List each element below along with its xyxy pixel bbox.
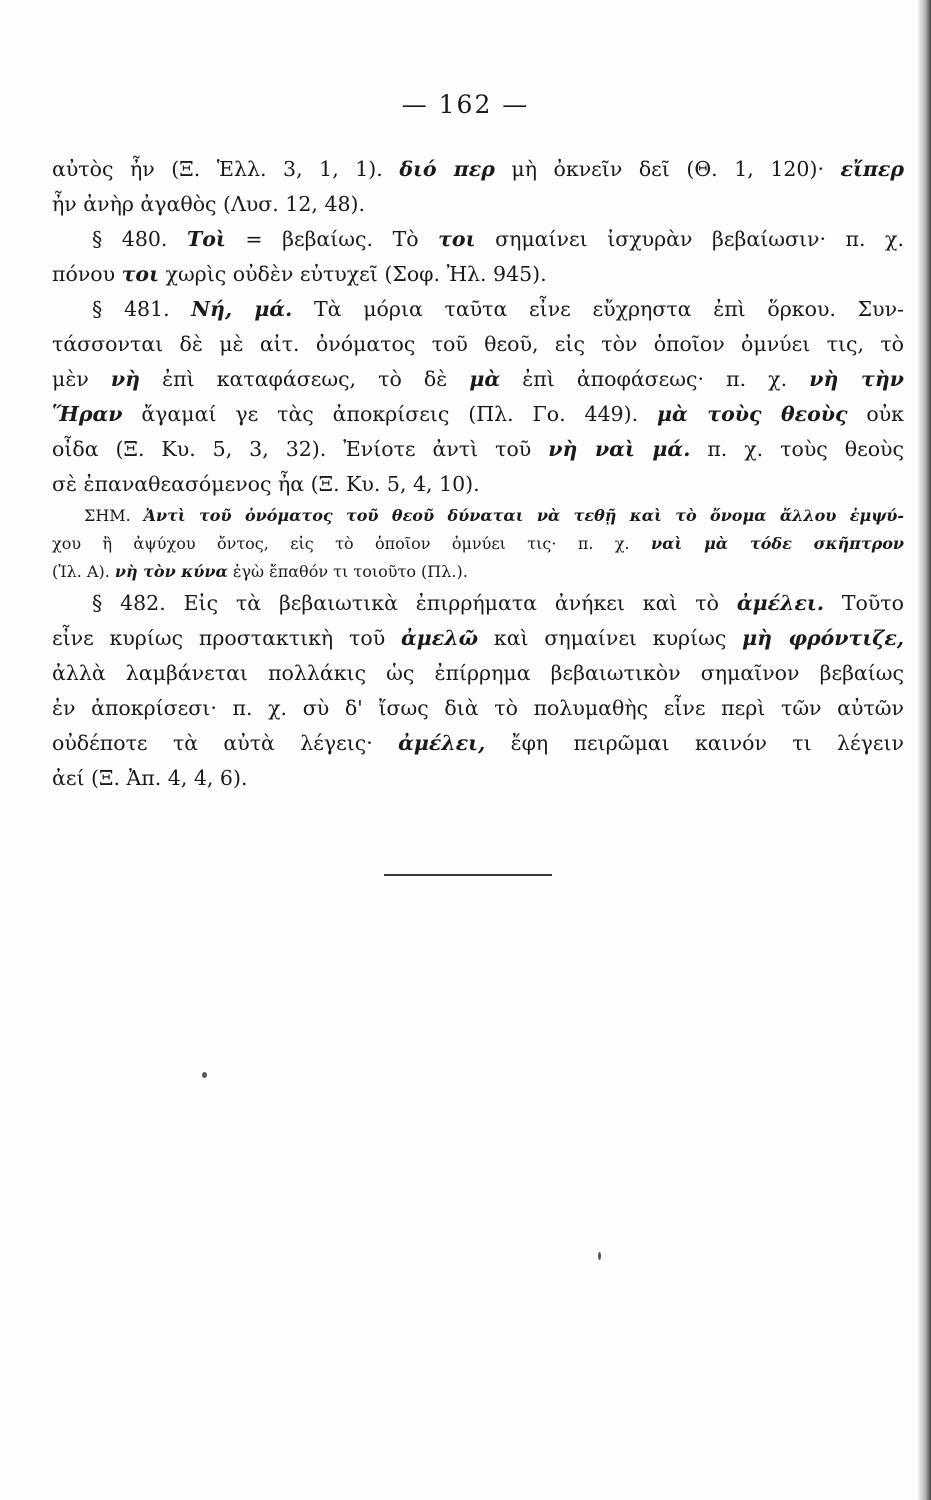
main-text <box>52 152 904 796</box>
bold-term: Τοὶ <box>186 227 226 251</box>
bold-term: νὴ τὸν κύνα <box>114 562 228 581</box>
text-line <box>52 691 904 726</box>
bold-term: νὴ <box>110 367 141 391</box>
bold-term: μὴ φρόντιζε, <box>742 626 904 650</box>
text-run: ἀλλὰ λαμβάνεται πολλάκις ὡς ἐπίρρημα βεβαιωτικὸν σημαῖνον βεβαίως <box>52 661 904 685</box>
text-run: (Ἰλ. Α). <box>52 562 115 581</box>
text-line <box>52 621 904 656</box>
text-line <box>52 432 904 467</box>
text-line <box>52 152 904 187</box>
bold-term: τοι <box>121 262 159 286</box>
bold-term: ἀμέλει, <box>398 731 486 755</box>
ink-speck <box>598 1252 601 1260</box>
bold-term: μὰ <box>469 367 501 391</box>
text-line <box>52 467 904 502</box>
bold-term: νὴ ναὶ μά. <box>548 437 691 461</box>
text-run: οὐδέποτε τὰ αὐτὰ λέγεις· <box>52 731 399 755</box>
text-line <box>52 761 904 796</box>
text-line <box>52 726 904 761</box>
text-run: Τὰ μόρια ταῦτα εἶνε εὔχρηστα ἐπὶ ὅρκου. Συν- <box>292 297 904 321</box>
bold-term: ἀμέλει. <box>736 591 824 615</box>
text-run: μὲν <box>52 367 111 391</box>
text-run: § 481. <box>92 297 192 321</box>
text-run: ἐν ἀποκρίσεσι· π. χ. σὺ δ' ἴσως διὰ τὸ πολυμαθὴς εἶνε περὶ τῶν αὐτῶν <box>52 696 904 720</box>
bold-term: ναὶ μὰ τόδε σκῆπτρον <box>651 534 904 553</box>
text-run: ΣΗΜ. <box>84 506 144 525</box>
text-run: μὴ ὀκνεῖν δεῖ (Θ. 1, 120)· <box>494 157 841 181</box>
text-run: καὶ σημαίνει κυρίως <box>478 626 743 650</box>
text-run: § 482. Εἰς τὰ βεβαιωτικὰ ἐπιρρήματα ἀνήκει καὶ τὸ <box>92 591 737 615</box>
text-run: π. χ. τοὺς θεοὺς <box>690 437 904 461</box>
text-line <box>52 187 904 222</box>
text-run: οὐκ <box>847 402 904 426</box>
bold-term: εἴπερ <box>840 157 904 181</box>
page-number: — 162 — <box>401 90 530 119</box>
text-run: σὲ ἐπαναθεασόμενος ἦα (Ξ. Κυ. 5, 4, 10). <box>52 472 480 496</box>
paragraph-482 <box>52 586 904 796</box>
text-run: ἄγαμαί γε τὰς ἀποκρίσεις (Πλ. Γο. 449). <box>122 402 657 426</box>
note-line <box>52 502 904 530</box>
bold-term: νὴ τὴν <box>809 367 904 391</box>
text-run: ἀεί (Ξ. Ἀπ. 4, 4, 6). <box>52 766 248 790</box>
note-line <box>52 530 904 558</box>
text-run: χωρὶς οὐδὲν εὐτυχεῖ (Σοφ. Ἠλ. 945). <box>159 262 547 286</box>
text-run: Τοῦτο <box>823 591 904 615</box>
text-run: σημαίνει ἰσχυρὰν βεβαίωσιν· π. χ. <box>475 227 904 251</box>
text-line <box>52 656 904 691</box>
paragraph-group-480-481 <box>52 152 904 502</box>
scan-edge-shadow <box>917 0 931 1500</box>
text-line <box>52 327 904 362</box>
text-run: οἶδα (Ξ. Κυ. 5, 3, 32). Ἐνίοτε ἀντὶ τοῦ <box>52 437 549 461</box>
text-line <box>52 362 904 397</box>
bold-term: ἀμελῶ <box>400 626 479 650</box>
bold-term: Νή, μά. <box>191 297 293 321</box>
text-line <box>52 222 904 257</box>
text-run: τάσσονται δὲ μὲ αἰτ. ὀνόματος τοῦ θεοῦ, εἰς τὸν ὁποῖον ὀμνύει τις, τὸ <box>52 332 904 356</box>
text-run: ἐπὶ καταφάσεως, τὸ δὲ <box>140 367 470 391</box>
text-run: = βεβαίως. Τὸ <box>225 227 439 251</box>
text-line <box>52 586 904 621</box>
ink-speck <box>202 1072 207 1078</box>
text-run: § 480. <box>92 227 187 251</box>
text-line <box>52 257 904 292</box>
text-line <box>52 397 904 432</box>
bold-term: μὰ τοὺς θεοὺς <box>657 402 848 426</box>
note-line <box>52 558 904 586</box>
text-run: ἐπὶ ἀποφάσεως· π. χ. <box>500 367 810 391</box>
text-run: ἦν ἀνὴρ ἀγαθὸς (Λυσ. 12, 48). <box>52 192 366 216</box>
text-run: πόνου <box>52 262 122 286</box>
section-divider <box>384 874 552 876</box>
text-run: ἔφη πειρῶμαι καινόν τι λέγειν <box>485 731 904 755</box>
text-run: ἐγὼ ἔπαθόν τι τοιοῦτο (Πλ.). <box>227 562 468 581</box>
bold-term: Ἥραν <box>52 402 123 426</box>
text-run: εἶνε κυρίως προστακτικὴ τοῦ <box>52 626 401 650</box>
bold-term: τοι <box>438 227 476 251</box>
note-block <box>52 502 904 586</box>
text-line <box>52 292 904 327</box>
bold-term: διό περ <box>399 157 495 181</box>
text-run: αὐτὸς ἦν (Ξ. Ἑλλ. 3, 1, 1). <box>52 157 400 181</box>
text-run: χου ἢ ἀψύχου ὄντος, εἰς τὸ ὁποῖον ὀμνύει τις· π. χ. <box>52 534 652 553</box>
bold-term: Ἀντὶ τοῦ ὀνόματος τοῦ θεοῦ δύναται νὰ τεθῇ καὶ τὸ ὄνομα ἄλλου ἐμψύ- <box>143 506 905 525</box>
